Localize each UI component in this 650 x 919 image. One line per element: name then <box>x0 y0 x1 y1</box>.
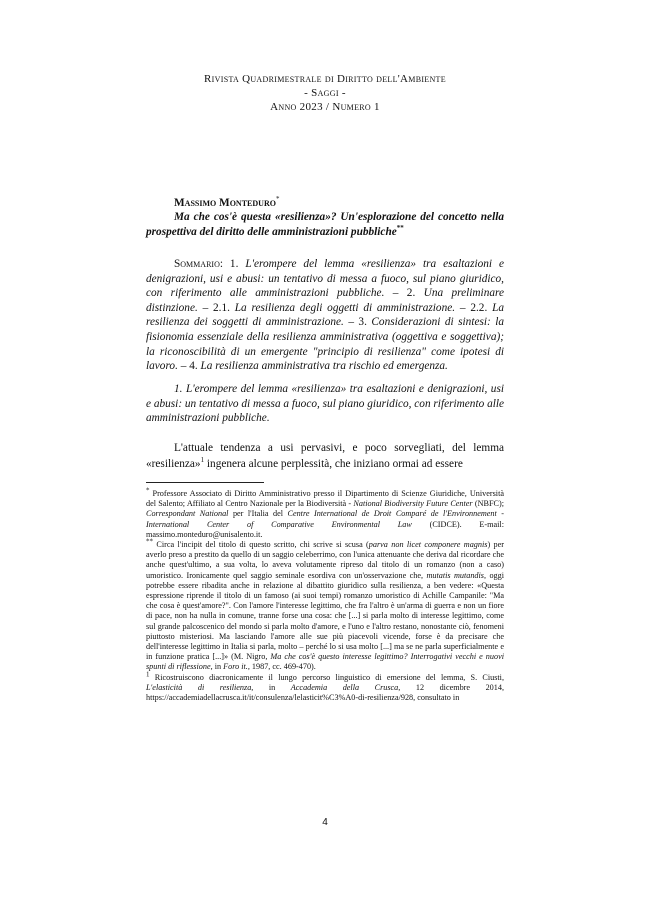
fn1-text-d: (CIDCE). E-mail: massimo.monteduro@unisalento.it. <box>146 519 504 539</box>
fn1-text-c: per l'Italia del <box>228 509 288 519</box>
section-1-body <box>146 440 504 472</box>
footnote-author-mark: * <box>146 486 150 495</box>
author-line <box>174 196 504 211</box>
footnote-title <box>146 537 505 673</box>
summary-item-1: L'erompere del lemma «resilienza» tra esaltazioni e denigrazioni, usi e abusi: un tentativo di messa a fuoco, sul piano giuridico, con riferimento alle amministrazioni pubbliche. <box>146 258 504 300</box>
summary-block: Sommario: 1. L'erompere del lemma «resilienza» tra esaltazioni e denigrazioni, usi e abusi: un tentativo di messa a fuoco, sul piano giuridico, con riferimento alle amministrazioni pubbliche. – 2. Una preliminare distinzione. – 2.1. La resilienza degli oggetti di amministrazione. – 2.2. La resilienza dei soggetti di amministrazione. – 3. Considerazioni di sintesi: la fisionomia essenziale della resilienza amministrativa (oggettiva e soggettiva); la riconoscibilità di un emergente "principio di resilienza" come ipotesi di lavoro. – 4. La resilienza amministrativa tra rischio ed emergenza. <box>146 258 505 373</box>
fn1-italic-1: National Biodiversity Future Center <box>353 499 473 509</box>
footnote-1-mark: 1 <box>146 669 150 678</box>
footnotes-block <box>146 486 505 703</box>
summary-label: Sommario <box>174 258 220 270</box>
fn1-italic-3: Centre International de Droit Comparé de l'Environnement - International Center of Comparative Environmental Law <box>146 509 505 529</box>
fn1-text-a: Professore Associato di Diritto Amministrativo presso il Dipartimento di Scienze Giuridiche, Università del Salento; Affiliato al Centro Nazionale per la Biodiversità - <box>146 489 504 509</box>
summary-item-2-2: La resilienza dei soggetti di amministrazione. <box>146 301 504 329</box>
article-title <box>146 210 504 239</box>
summary-num-1: 1. <box>229 258 239 270</box>
footnote-divider <box>146 482 264 483</box>
fn2-italic-3: Ma che cos'è questo interesse legittimo? Interrogativi vecchi e nuovi spunti di riflessione <box>146 652 504 672</box>
fn3-text-b: , in <box>251 682 291 692</box>
summary-num-4: – 4. <box>180 360 198 373</box>
footnote-author <box>146 486 505 540</box>
author-footnote-mark: * <box>275 195 280 204</box>
summary-num-2-2: – 2.2. <box>459 301 488 314</box>
article-title-text: Ma che cos'è questa «resilienza»? Un'esplorazione del concetto nella prospettiva del diritto delle amministrazioni pubbliche <box>146 211 504 238</box>
fn2-text-c: , oggi potrebbe essere ribadita anche in relazione al dibattito giuridico sulla resilienza, a ben vedere: «Questa espressione riprende il titolo di un famoso (ai suoi tempi) romanzo umoristico di Achille Campanile: "Ma che cosa è quest'amore?". Con l'amore l'interesse legittimo, che fra l'altro è un'arma di guerra e non un fiore di pace, non ha nulla in comune, tranne forse una cosa: che [...] si parla molto di interesse legittimo, come sul grande palcoscenico del mondo si parla molto d'amore, e l'uno e l'altro restano, nonostante ciò, fenomeni piuttosto misteriosi. Ma lasciando l'amore alle sue più piacevoli vicende, forse è da precisare che dell'interesse legittimo in Italia si parla, molto – perché lo si usa molto [...] ma se ne parla superficialmente e in funzione pratica [...]» (M. Nigro, <box>146 570 504 662</box>
page-number: 4 <box>322 817 328 828</box>
summary-item-4: La resilienza amministrativa tra rischio ed emergenza. <box>200 360 448 373</box>
footnote-1 <box>146 669 504 704</box>
issue-label: Anno 2023 / Numero 1 <box>270 101 380 113</box>
body-text-a: L'attuale tendenza a usi pervasivi, e poco sorvegliati, del lemma «resilienza» <box>146 442 504 470</box>
summary-num-2-1: – 2.1. <box>202 301 230 314</box>
fn2-text-d: , in <box>210 662 224 672</box>
fn3-italic-2: Accademia della Crusca <box>290 682 399 692</box>
fn2-italic-1: parva non licet componere magnis <box>368 540 488 550</box>
title-footnote-mark: ** <box>396 223 404 232</box>
summary-num-3: – 3. <box>348 316 367 329</box>
author-name: Massimo Monteduro <box>174 197 276 209</box>
fn3-italic-1: L'elasticità di resilienza <box>146 682 252 692</box>
fn3-text-a: Ricostruiscono diacronicamente il lungo percorso linguistico di emersione del lemma, S. Ciusti, <box>149 672 504 682</box>
fn3-text-c: , 12 dicembre 2014, https://accademiadellacrusca.it/it/consulenza/lelasticit%C3%A0-di-resilienza/928, consultato in <box>146 682 504 703</box>
fn1-italic-2: Correspondant National <box>146 509 229 519</box>
body-text-b: ingenera alcune perplessità, che iniziano ormai ad essere <box>204 458 463 470</box>
fn2-italic-2: mutatis mutandis <box>426 570 484 580</box>
footnote-title-mark: ** <box>146 537 153 546</box>
fn2-italic-4: Foro it. <box>223 662 248 672</box>
fn2-text-a: Circa l'incipit del titolo di questo scritto, chi scrive si scusa ( <box>153 540 369 550</box>
journal-title: Rivista Quadrimestrale di Diritto dell'Ambiente <box>204 73 446 85</box>
section-1-heading: 1. L'erompere del lemma «resilienza» tra esaltazioni e denigrazioni, usi e abusi: un tentativo di messa a fuoco, sul piano giuridico, con riferimento alle amministrazioni pubbliche. <box>146 383 505 425</box>
fn2-text-e: , 1987, cc. 469-470). <box>247 662 316 672</box>
summary-item-2-1: La resilienza degli oggetti di amministrazione. <box>234 301 456 314</box>
section-label: - Saggi - <box>304 87 346 99</box>
summary-num-2: – 2. <box>392 287 416 300</box>
fn1-text-b: (NBFC); <box>472 499 504 509</box>
body-footnote-mark: 1 <box>200 456 205 465</box>
fn2-text-b: ) per averlo preso a prestito da quello di un saggio celeberrimo, con l'unica attenuante che deriva dal ricordare che anche quest'ultimo, a sua volta, lo aveva volutamente ripreso dal titolo di un romanzo (non a caso) umoristico. Ironicamente quel saggio seminale esordiva con un'osservazione che, <box>146 540 505 580</box>
summary-item-3: Considerazioni di sintesi: la fisionomia essenziale della resilienza amministrativa (oggettiva e soggettiva); la riconoscibilità di un emergente "principio di resilienza" come ipotesi di lavoro. <box>146 316 505 373</box>
summary-item-2: Una preliminare distinzione. <box>146 287 504 314</box>
